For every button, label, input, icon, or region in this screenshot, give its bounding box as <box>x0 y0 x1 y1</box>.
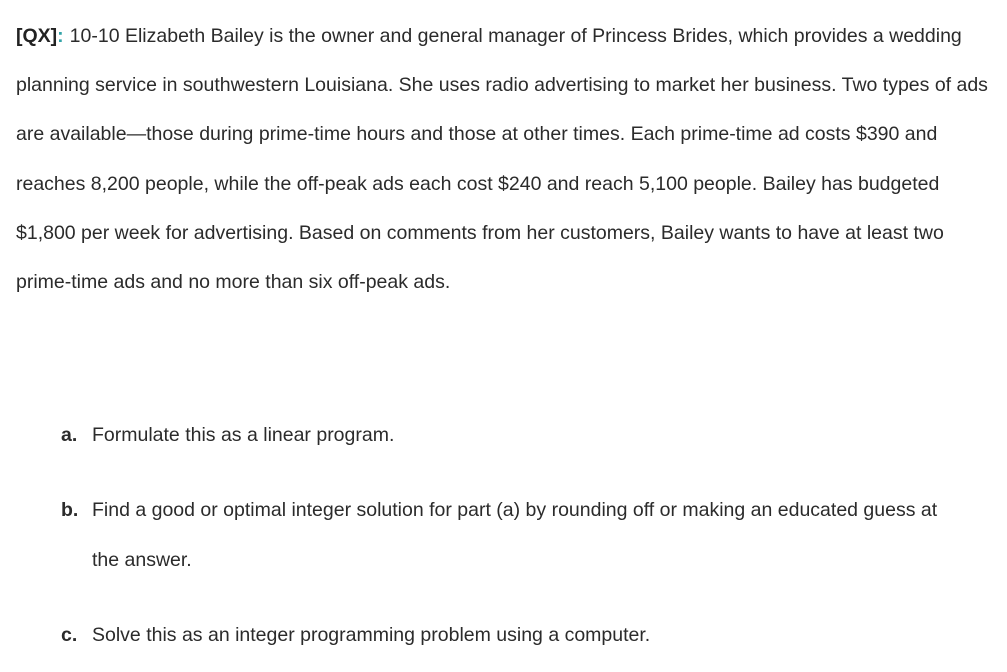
part-b <box>61 486 961 585</box>
part-c-letter: c. <box>61 624 78 646</box>
part-b-text: Find a good or optimal integer solution for part (a) by rounding off or making an educated guess at the answer. <box>92 499 938 571</box>
part-a <box>61 411 961 461</box>
part-a-text: Formulate this as a linear program. <box>92 424 395 446</box>
question-label-colon: : <box>57 25 64 47</box>
part-c-text: Solve this as an integer programming problem using a computer. <box>92 624 651 646</box>
question-label: [QX] <box>16 25 58 47</box>
part-c <box>61 611 961 661</box>
part-a-letter: a. <box>61 424 78 446</box>
question-paragraph <box>16 12 996 307</box>
part-b-letter: b. <box>61 499 79 521</box>
question-text: 10-10 Elizabeth Bailey is the owner and general manager of Princess Brides, which provides a wedding planning service in southwestern Louisiana. She uses radio advertising to market her business. Two types of ads are available—those during prime-time hours and those at other times. Each prime-time ad costs $390 and reaches 8,200 people, while the off-peak ads each cost $240 and reach 5,100 people. Bailey has budgeted $1,800 per week for advertising. Based on comments from her customers, Bailey wants to have at least two prime-time ads and no more than six off-peak ads. <box>16 25 988 294</box>
